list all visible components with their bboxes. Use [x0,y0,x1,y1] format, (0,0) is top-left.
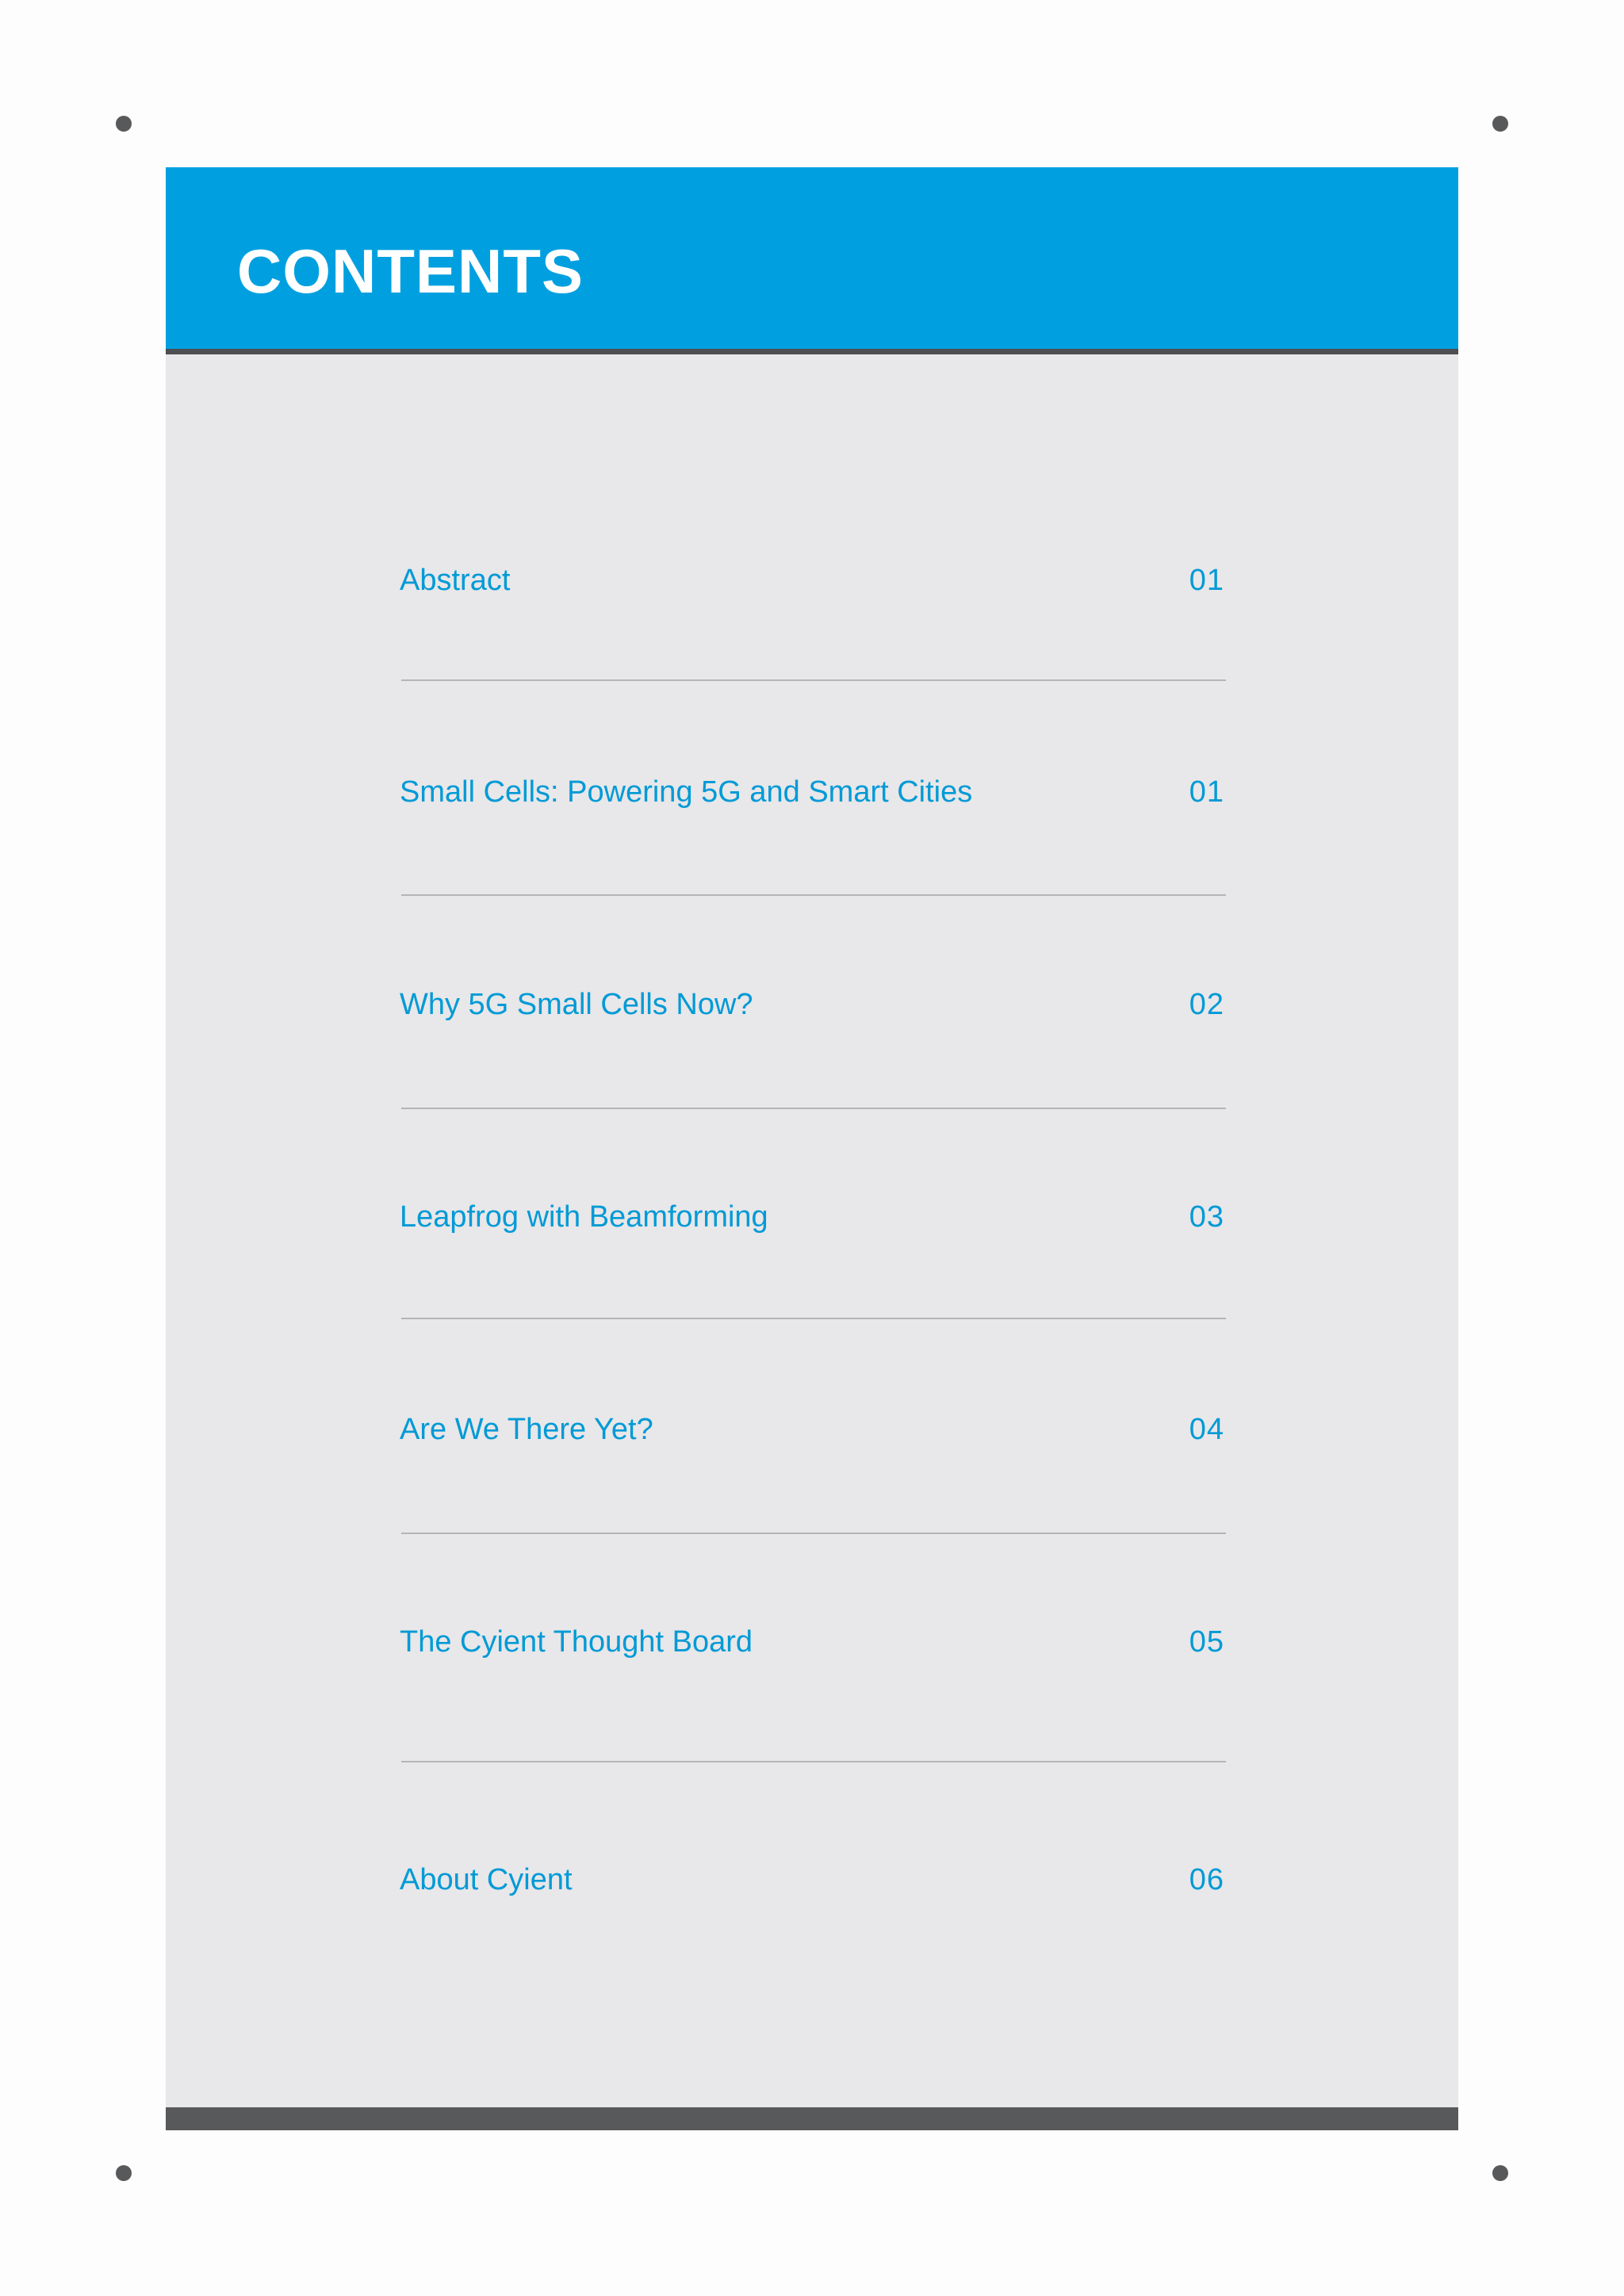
toc-divider [401,1761,1226,1762]
toc-entry-are-we-there-yet[interactable] [400,1406,1224,1453]
toc-divider [401,1533,1226,1534]
toc-entry-label: The Cyient Thought Board [400,1624,753,1659]
toc-entry-page: 01 [1189,775,1224,809]
toc-entry-page: 02 [1189,987,1224,1021]
toc-entry-about-cyient[interactable] [400,1856,1224,1904]
toc-entry-label: Abstract [400,563,511,597]
toc-entry-beamforming[interactable] [400,1193,1224,1241]
toc-entry-page: 04 [1189,1412,1224,1446]
toc-entry-page: 06 [1189,1862,1224,1896]
toc-entry-label: Leapfrog with Beamforming [400,1200,768,1234]
toc-entry-page: 03 [1189,1200,1224,1234]
page-title: CONTENTS [237,236,584,306]
toc-divider [401,1108,1226,1109]
toc-entry-label: Why 5G Small Cells Now? [400,987,753,1021]
contents-page [166,167,1458,2130]
toc-entry-page: 05 [1189,1624,1224,1659]
toc-divider [401,1318,1226,1319]
corner-mark-bottom-right [1492,2165,1508,2181]
corner-mark-top-left [116,116,132,132]
toc-entry-label: About Cyient [400,1862,573,1896]
corner-mark-bottom-left [116,2165,132,2181]
toc-divider [401,894,1226,896]
corner-mark-top-right [1492,116,1508,132]
toc-entry-page: 01 [1189,563,1224,597]
toc-entry-small-cells[interactable] [400,768,1224,816]
toc-entry-label: Are We There Yet? [400,1412,653,1446]
contents-header [166,167,1458,354]
toc-entry-abstract[interactable] [400,557,1224,604]
toc-entry-label: Small Cells: Powering 5G and Smart Cities [400,775,973,809]
toc-entry-why-5g[interactable] [400,981,1224,1028]
toc-divider [401,679,1226,681]
footer-bar [166,2107,1458,2130]
toc-entry-thought-board[interactable] [400,1618,1224,1666]
